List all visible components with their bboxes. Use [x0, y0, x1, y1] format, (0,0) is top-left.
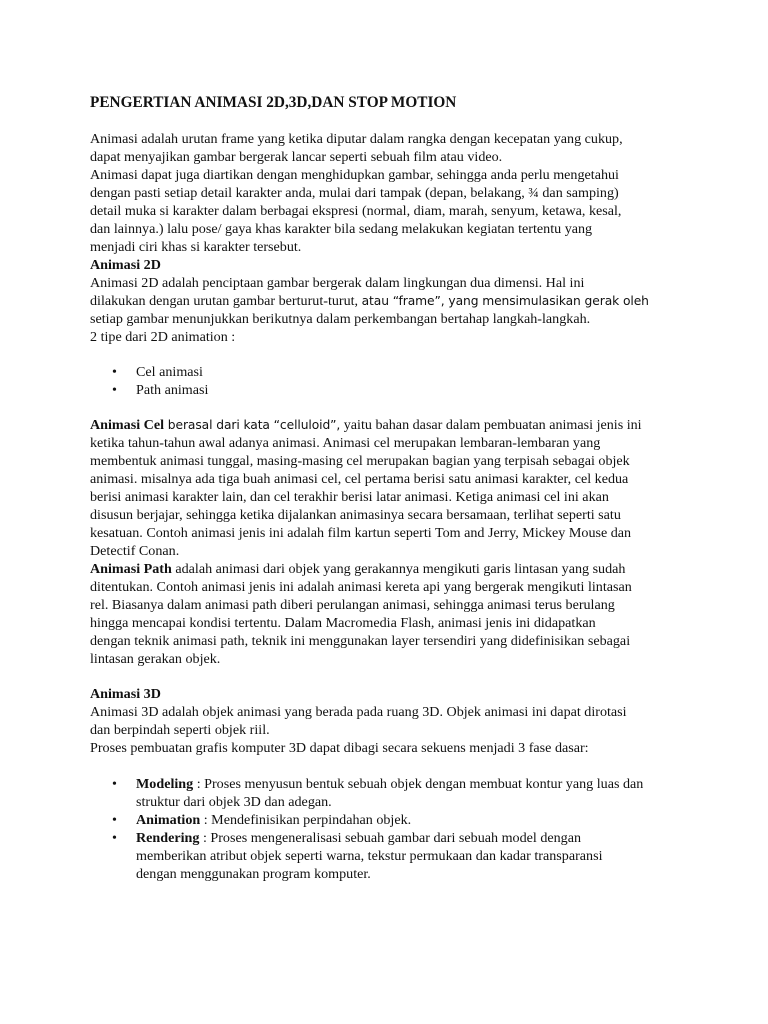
text-segment-alt-font: berasal dari kata “celluloid”, [164, 418, 341, 432]
text-line [90, 416, 710, 434]
text-line: ditentukan. Contoh animasi jenis ini adalah animasi kereta api yang bergerak mengikuti lintasan [90, 579, 632, 595]
text-segment: yaitu bahan dasar dalam pembuatan animasi jenis ini [340, 417, 642, 433]
text-line: menjadi ciri khas si karakter tersebut. [90, 239, 302, 255]
text-line: Animasi dapat juga diartikan dengan menghidupkan gambar, sehingga anda perlu mengetahui [90, 167, 619, 183]
text-line: 2 tipe dari 2D animation : [90, 329, 236, 345]
heading-text: Animasi 3D [90, 686, 161, 702]
text-line: dengan menggunakan program komputer. [136, 866, 371, 882]
text-line: hingga mencapai kondisi tertentu. Dalam Macromedia Flash, animasi jenis ini didapatkan [90, 615, 596, 631]
text-line: kesatuan. Contoh animasi jenis ini adalah film kartun seperti Tom and Jerry, Mickey Mouse dan [90, 525, 632, 541]
text-line: detail muka si karakter dalam berbagai ekspresi (normal, diam, marah, senyum, ketawa, kesal, [90, 203, 622, 219]
text-line: Animasi adalah urutan frame yang ketika diputar dalam rangka dengan kecepatan yang cukup, [90, 131, 623, 147]
text-line: berisi animasi karakter lain, dan cel terakhir berisi latar animasi. Ketiga animasi cel ini akan [90, 489, 609, 505]
page-title: PENGERTIAN ANIMASI 2D,3D,DAN STOP MOTION [90, 94, 457, 111]
list-item-modeling [90, 775, 710, 811]
text-line: struktur dari objek 3D dan adegan. [136, 794, 332, 810]
section-heading-2d [90, 256, 710, 274]
text-line: Proses pembuatan grafis komputer 3D dapat dibagi secara sekuens menjadi 3 fase dasar: [90, 740, 589, 756]
text-line: dapat menyajikan gambar bergerak lancar seperti sebuah film atau video. [90, 149, 503, 165]
animation-types-list [90, 363, 710, 399]
text-line: setiap gambar menunjukkan berikutnya dalam perkembangan bertahap langkah-langkah. [90, 311, 591, 327]
list-item-animation [90, 811, 710, 829]
list-item: • Path animasi [90, 381, 710, 399]
text-line: membentuk animasi tunggal, masing-masing cel merupakan bagian yang terpisah sebagai objek [90, 453, 630, 469]
list-item-rendering [90, 829, 710, 883]
text-segment: adalah animasi dari objek yang gerakannya mengikuti garis lintasan yang sudah [171, 561, 626, 577]
text-line: dan berpindah seperti objek riil. [90, 722, 270, 738]
section-3d [90, 685, 710, 757]
text-line: dan lainnya.) lalu pose/ gaya khas karakter bila sedang melakukan kegiatan tertentu yang [90, 221, 593, 237]
term-rendering: Rendering [136, 830, 200, 846]
text-line: dengan teknik animasi path, teknik ini menggunakan layer tersendiri yang didefinisikan sebagai [90, 633, 631, 649]
section-2d [90, 256, 710, 346]
term-animation: Animation [136, 812, 201, 828]
text-line: animasi. misalnya ada tiga buah animasi cel, cel pertama berisi satu animasi karakter, cel kedua [90, 471, 629, 487]
list-item: • Cel animasi [90, 363, 710, 381]
path-paragraph [90, 560, 710, 668]
text-line: Detectif Conan. [90, 543, 180, 559]
text-line [90, 292, 710, 310]
text-line: memberikan atribut objek seperti warna, tekstur permukaan dan kadar transparansi [136, 848, 603, 864]
term-path: Animasi Path [90, 561, 172, 577]
text-segment: : Mendefinisikan perpindahan objek. [200, 812, 412, 828]
intro-paragraph [90, 130, 710, 256]
text-segment: : Proses mengeneralisasi sebuah gambar dari sebuah model dengan [199, 830, 582, 846]
heading-text: Animasi 2D [90, 257, 161, 273]
text-line: lintasan gerakan objek. [90, 651, 221, 667]
text-segment-alt-font: atau “frame”, yang mensimulasikan gerak oleh [361, 294, 649, 308]
section-heading-3d [90, 685, 710, 703]
text-line: ketika tahun-tahun awal adanya animasi. Animasi cel merupakan lembaran-lembaran yang [90, 435, 601, 451]
text-line: disusun berjajar, sehingga ketika dijalankan animasinya secara bersamaan, terlihat seperti satu [90, 507, 621, 523]
term-cel: Animasi Cel [90, 417, 164, 433]
text-line: Animasi 3D adalah objek animasi yang berada pada ruang 3D. Objek animasi ini dapat dirotasi [90, 704, 627, 720]
phases-list [90, 775, 710, 883]
text-line: rel. Biasanya dalam animasi path diberi perulangan animasi, sehingga animasi terus berulang [90, 597, 615, 613]
text-line: Animasi 2D adalah penciptaan gambar bergerak dalam lingkungan dua dimensi. Hal ini [90, 275, 585, 291]
text-segment: dilakukan dengan urutan gambar berturut-turut, [90, 293, 362, 309]
text-line: dengan pasti setiap detail karakter anda, mulai dari tampak (depan, belakang, ¾ dan samping) [90, 185, 619, 201]
cel-paragraph [90, 416, 710, 560]
text-segment: : Proses menyusun bentuk sebuah objek dengan membuat kontur yang luas dan [193, 776, 644, 792]
term-modeling: Modeling [136, 776, 194, 792]
text-line [90, 560, 710, 578]
